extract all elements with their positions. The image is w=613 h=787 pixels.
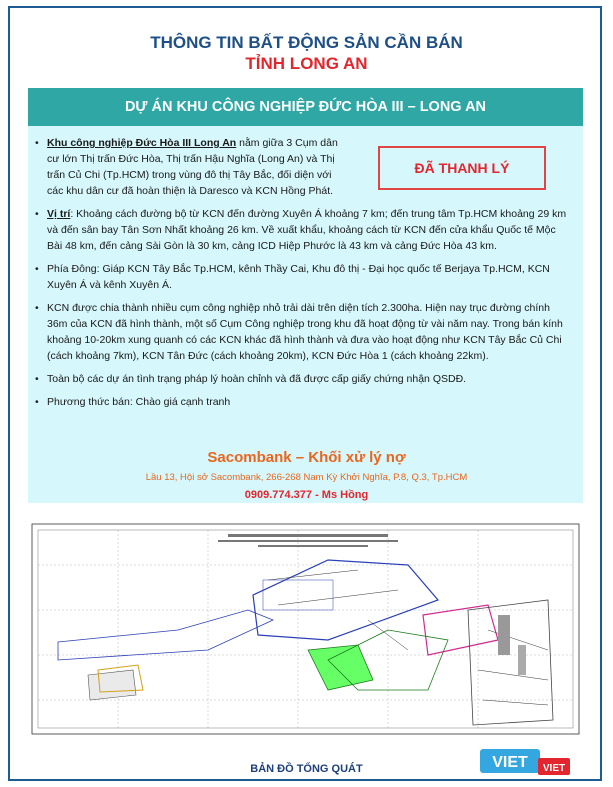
item-text: nằm giữa 3 Cụm dân cư lớn Thị trấn Đức Hòa, Thị trấn Hậu Nghĩa (Long An) và Thị trấn Củ Chi (Tp.HCM) trong vùng đô thị Tây Bắc, đối diện với các khu dân cư đã hoàn thiện là Daresco và KCN Hồng Phát. xyxy=(47,137,338,197)
list-item xyxy=(35,206,567,254)
site-map xyxy=(28,520,583,738)
list-item xyxy=(35,135,347,199)
list-item: • Phương thức bán: Chào giá cạnh tranh xyxy=(35,394,567,410)
contact-org: Sacombank – Khối xử lý nợ xyxy=(207,449,406,466)
list-item: • KCN được chia thành nhiều cụm công nghiệp nhỏ trải dài trên diện tích 2.300ha. Hiện nay trục đường chính 36m của KCN đã hình thành, một số Cụm Công nghiệp trong khu đã hoạt động từ vài năm nay. Trong bán kính khoảng 10-20km xung quanh có các KCN khác đã hình thành và đưa vào hoạt động như KCN Tây Bắc Củ Chi (cách khoảng 7km), KCN Tân Đức (cách khoảng 20km), KCN Đức Hòa 1 (cách khoảng 22km). xyxy=(35,300,567,364)
page-title: THÔNG TIN BẤT ĐỘNG SẢN CẦN BÁN xyxy=(150,33,463,52)
item-label: Vị trí xyxy=(47,208,71,220)
sold-stamp: ĐÃ THANH LÝ xyxy=(378,146,546,190)
project-banner: DỰ ÁN KHU CÔNG NGHIỆP ĐỨC HÒA III – LONG AN xyxy=(28,88,583,126)
logo-text: VIET xyxy=(492,754,528,771)
contact-phone: 0909.774.377 - Ms Hồng xyxy=(244,489,369,501)
list-item: • Phía Đông: Giáp KCN Tây Bắc Tp.HCM, kênh Thầy Cai, Khu đô thị - Đại học quốc tế Berjaya Tp.HCM, KCN Xuyên Á và kênh Xuyên Á. xyxy=(35,261,567,293)
list-item: • Toàn bộ các dự án tình trạng pháp lý hoàn chỉnh và đã được cấp giấy chứng nhận QSDĐ. xyxy=(35,371,567,387)
item-text: : Khoảng cách đường bộ từ KCN đến đường Xuyên Á khoảng 7 km; đến trung tâm Tp.HCM khoảng 29 km và đến sân bay Tân Sơn Nhất khoảng 26 km. Về xuất khẩu, khoảng cách từ KCN đến cửa khẩu Quốc tế Mộc Bài 48 km, đến cảng Sài Gòn là 30 km, cảng ICD Hiệp Phước là 43 km và cảng Đức Hòa 43 km. xyxy=(47,208,567,252)
map-caption: BẢN ĐỒ TỔNG QUÁT xyxy=(250,763,363,775)
item-label: Khu công nghiệp Đức Hòa III Long An xyxy=(47,137,237,149)
details-list xyxy=(35,135,567,417)
vietnamnet-logo xyxy=(480,747,575,777)
page-subtitle: TỈNH LONG AN xyxy=(245,54,368,73)
logo-subtext: VIET xyxy=(542,763,566,774)
contact-address: Lầu 13, Hội sở Sacombank, 266-268 Nam Kỳ Khởi Nghĩa, P.8, Q.3, Tp.HCM xyxy=(145,472,468,483)
